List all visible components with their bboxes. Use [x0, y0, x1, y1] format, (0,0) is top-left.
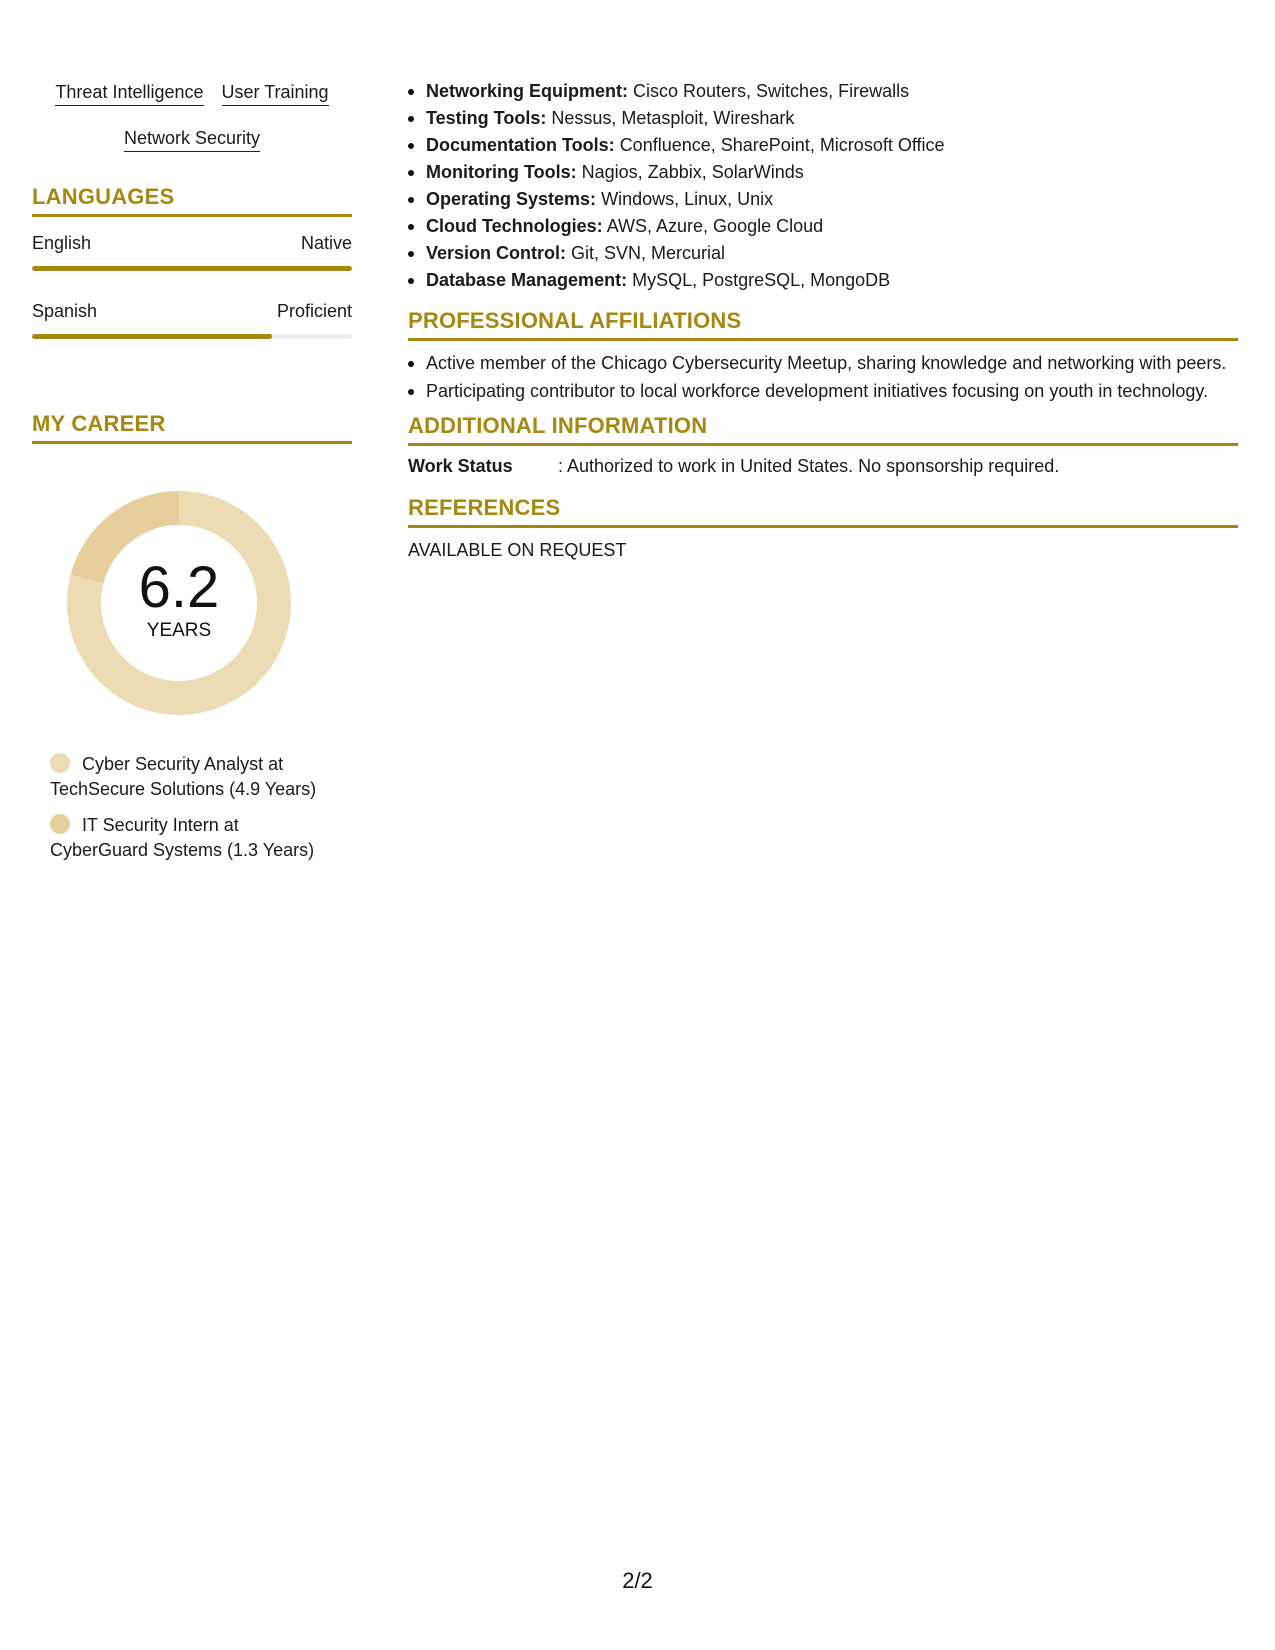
language-bar-fill: [32, 266, 352, 271]
legend-label: IT Security Intern at CyberGuard Systems (1.3 Years): [50, 815, 315, 860]
career-heading: MY CAREER: [32, 411, 352, 444]
language-name: Spanish: [32, 301, 98, 321]
legend-dot: [50, 753, 70, 773]
list-item: [408, 267, 1238, 294]
left-column: [32, 80, 352, 874]
list-item: [408, 240, 1238, 267]
languages-heading: LANGUAGES: [32, 184, 352, 217]
references-heading: REFERENCES: [408, 495, 1238, 528]
list-item: [408, 78, 1238, 105]
tool-label: Cloud Technologies:: [426, 216, 603, 236]
legend-item: [50, 813, 340, 862]
tools-list: [408, 78, 1238, 294]
tool-value: Nessus, Metasploit, Wireshark: [551, 108, 795, 128]
references-text: AVAILABLE ON REQUEST: [408, 540, 627, 560]
career-legend: [50, 752, 340, 862]
tool-label: Operating Systems:: [426, 189, 597, 209]
legend-label: Cyber Security Analyst at TechSecure Solutions (4.9 Years): [50, 754, 317, 799]
tool-label: Testing Tools:: [426, 108, 547, 128]
list-item: Active member of the Chicago Cybersecurity Meetup, sharing knowledge and networking with peers.: [408, 351, 1238, 376]
list-item: [408, 105, 1238, 132]
career-donut-chart: [64, 488, 294, 718]
tool-value: Confluence, SharePoint, Microsoft Office: [619, 135, 945, 155]
tool-value: Windows, Linux, Unix: [601, 189, 774, 209]
work-status-value: : Authorized to work in United States. No sponsorship required.: [558, 456, 1060, 476]
language-row: [32, 301, 352, 322]
skill-tag: Network Security: [124, 126, 260, 152]
skill-tags: [32, 80, 352, 152]
legend-dot: [50, 814, 70, 834]
tool-label: Version Control:: [426, 243, 567, 263]
tool-value: MySQL, PostgreSQL, MongoDB: [632, 270, 891, 290]
legend-item: [50, 752, 340, 801]
tool-label: Database Management:: [426, 270, 628, 290]
additional-info-heading: ADDITIONAL INFORMATION: [408, 413, 1238, 446]
additional-info-section: [408, 413, 1238, 477]
language-bar: [32, 334, 352, 339]
list-item: Participating contributor to local workforce development initiatives focusing on youth in technology.: [408, 379, 1238, 404]
affiliations-list: [408, 351, 1238, 403]
list-item: [408, 186, 1238, 213]
tool-label: Networking Equipment:: [426, 81, 628, 101]
tool-value: Cisco Routers, Switches, Firewalls: [633, 81, 910, 101]
list-item: [408, 213, 1238, 240]
tool-label: Documentation Tools:: [426, 135, 615, 155]
skill-tag: Threat Intelligence: [55, 80, 203, 106]
page-number: 2/2: [622, 1568, 653, 1593]
references-section: [408, 495, 1238, 561]
work-status-row: [408, 456, 1238, 477]
work-status-label: Work Status: [408, 456, 513, 476]
skill-tag: User Training: [222, 80, 329, 106]
language-level: Native: [300, 233, 352, 253]
languages-section: [32, 184, 352, 339]
tool-value: Git, SVN, Mercurial: [571, 243, 726, 263]
right-column: [408, 78, 1238, 561]
career-section: [32, 411, 352, 862]
tool-value: AWS, Azure, Google Cloud: [606, 216, 824, 236]
affiliations-heading: PROFESSIONAL AFFILIATIONS: [408, 308, 1238, 341]
language-name: English: [32, 233, 92, 253]
language-row: [32, 233, 352, 254]
list-item: [408, 159, 1238, 186]
donut-center: [64, 555, 294, 642]
language-bar-fill: [32, 334, 272, 339]
tool-value: Nagios, Zabbix, SolarWinds: [581, 162, 804, 182]
career-total-unit: YEARS: [146, 620, 212, 641]
affiliations-section: [408, 308, 1238, 403]
language-bar: [32, 266, 352, 271]
language-level: Proficient: [276, 301, 352, 321]
career-total-value: 6.2: [138, 555, 220, 620]
tool-label: Monitoring Tools:: [426, 162, 577, 182]
list-item: [408, 132, 1238, 159]
